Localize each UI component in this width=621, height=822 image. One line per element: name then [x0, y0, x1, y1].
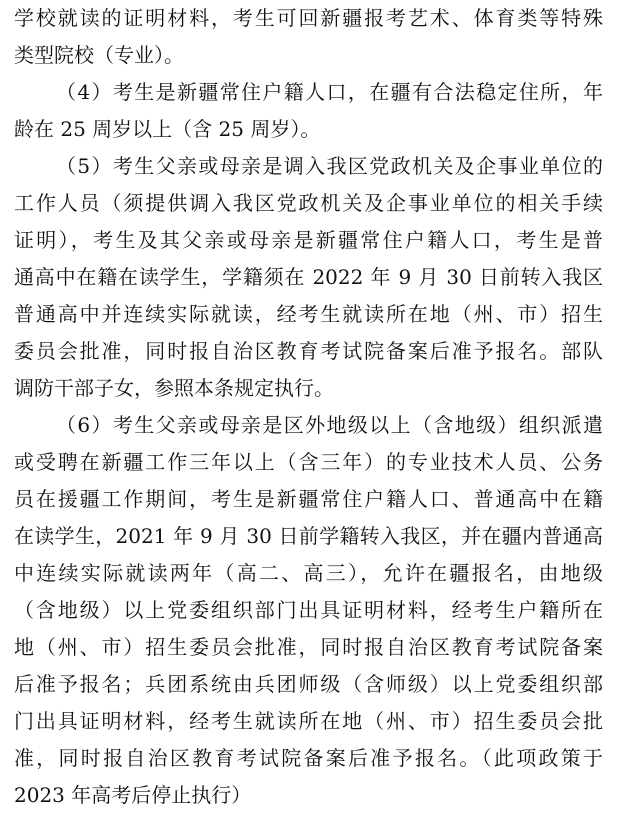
text-line-2: 类型院校（专业）。: [14, 43, 184, 67]
text-line-18: 地（州、市）招生委员会批准，同时报自治区教育考试院备案: [14, 635, 603, 659]
text-line-20: 门出具证明材料，经考生就读所在地（州、市）招生委员会批: [14, 709, 603, 733]
text-line-13: 或受聘在新疆工作三年以上（含三年）的专业技术人员、公务: [14, 450, 603, 474]
text-line-22: 2023 年高考后停止执行）: [14, 783, 252, 807]
text-line-12: （6）考生父亲或母亲是区外地级以上（含地级）组织派遣: [56, 413, 603, 437]
text-line-4: 龄在 25 周岁以上（含 25 周岁）。: [14, 117, 321, 141]
text-line-7: 证明），考生及其父亲或母亲是新疆常住户籍人口，考生是普: [14, 228, 603, 252]
text-line-3: （4）考生是新疆常住户籍人口，在疆有合法稳定住所，年: [56, 80, 603, 104]
text-line-10: 委员会批准，同时报自治区教育考试院备案后准予报名。部队: [14, 339, 603, 363]
text-line-9: 普通高中并连续实际就读，经考生就读所在地（州、市）招生: [14, 302, 603, 326]
text-line-11: 调防干部子女，参照本条规定执行。: [14, 376, 334, 400]
text-line-16: 中连续实际就读两年（高二、高三），允许在疆报名，由地级: [14, 561, 603, 585]
text-line-5: （5）考生父亲或母亲是调入我区党政机关及企事业单位的: [56, 154, 603, 178]
text-line-19: 后准予报名；兵团系统由兵团师级（含师级）以上党委组织部: [14, 672, 603, 696]
text-line-6: 工作人员（须提供调入我区党政机关及企事业单位的相关手续: [14, 191, 603, 215]
text-line-8: 通高中在籍在读学生，学籍须在 2022 年 9 月 30 日前转入我区: [14, 265, 603, 289]
text-line-1: 学校就读的证明材料，考生可回新疆报考艺术、体育类等特殊: [14, 6, 603, 30]
text-line-17: （含地级）以上党委组织部门出具证明材料，经考生户籍所在: [14, 598, 603, 622]
text-line-21: 准，同时报自治区教育考试院备案后准予报名。（此项政策于: [14, 746, 603, 770]
text-line-15: 在读学生，2021 年 9 月 30 日前学籍转入我区，并在疆内普通高: [14, 524, 603, 548]
text-line-14: 员在援疆工作期间，考生是新疆常住户籍人口、普通高中在籍: [14, 487, 603, 511]
